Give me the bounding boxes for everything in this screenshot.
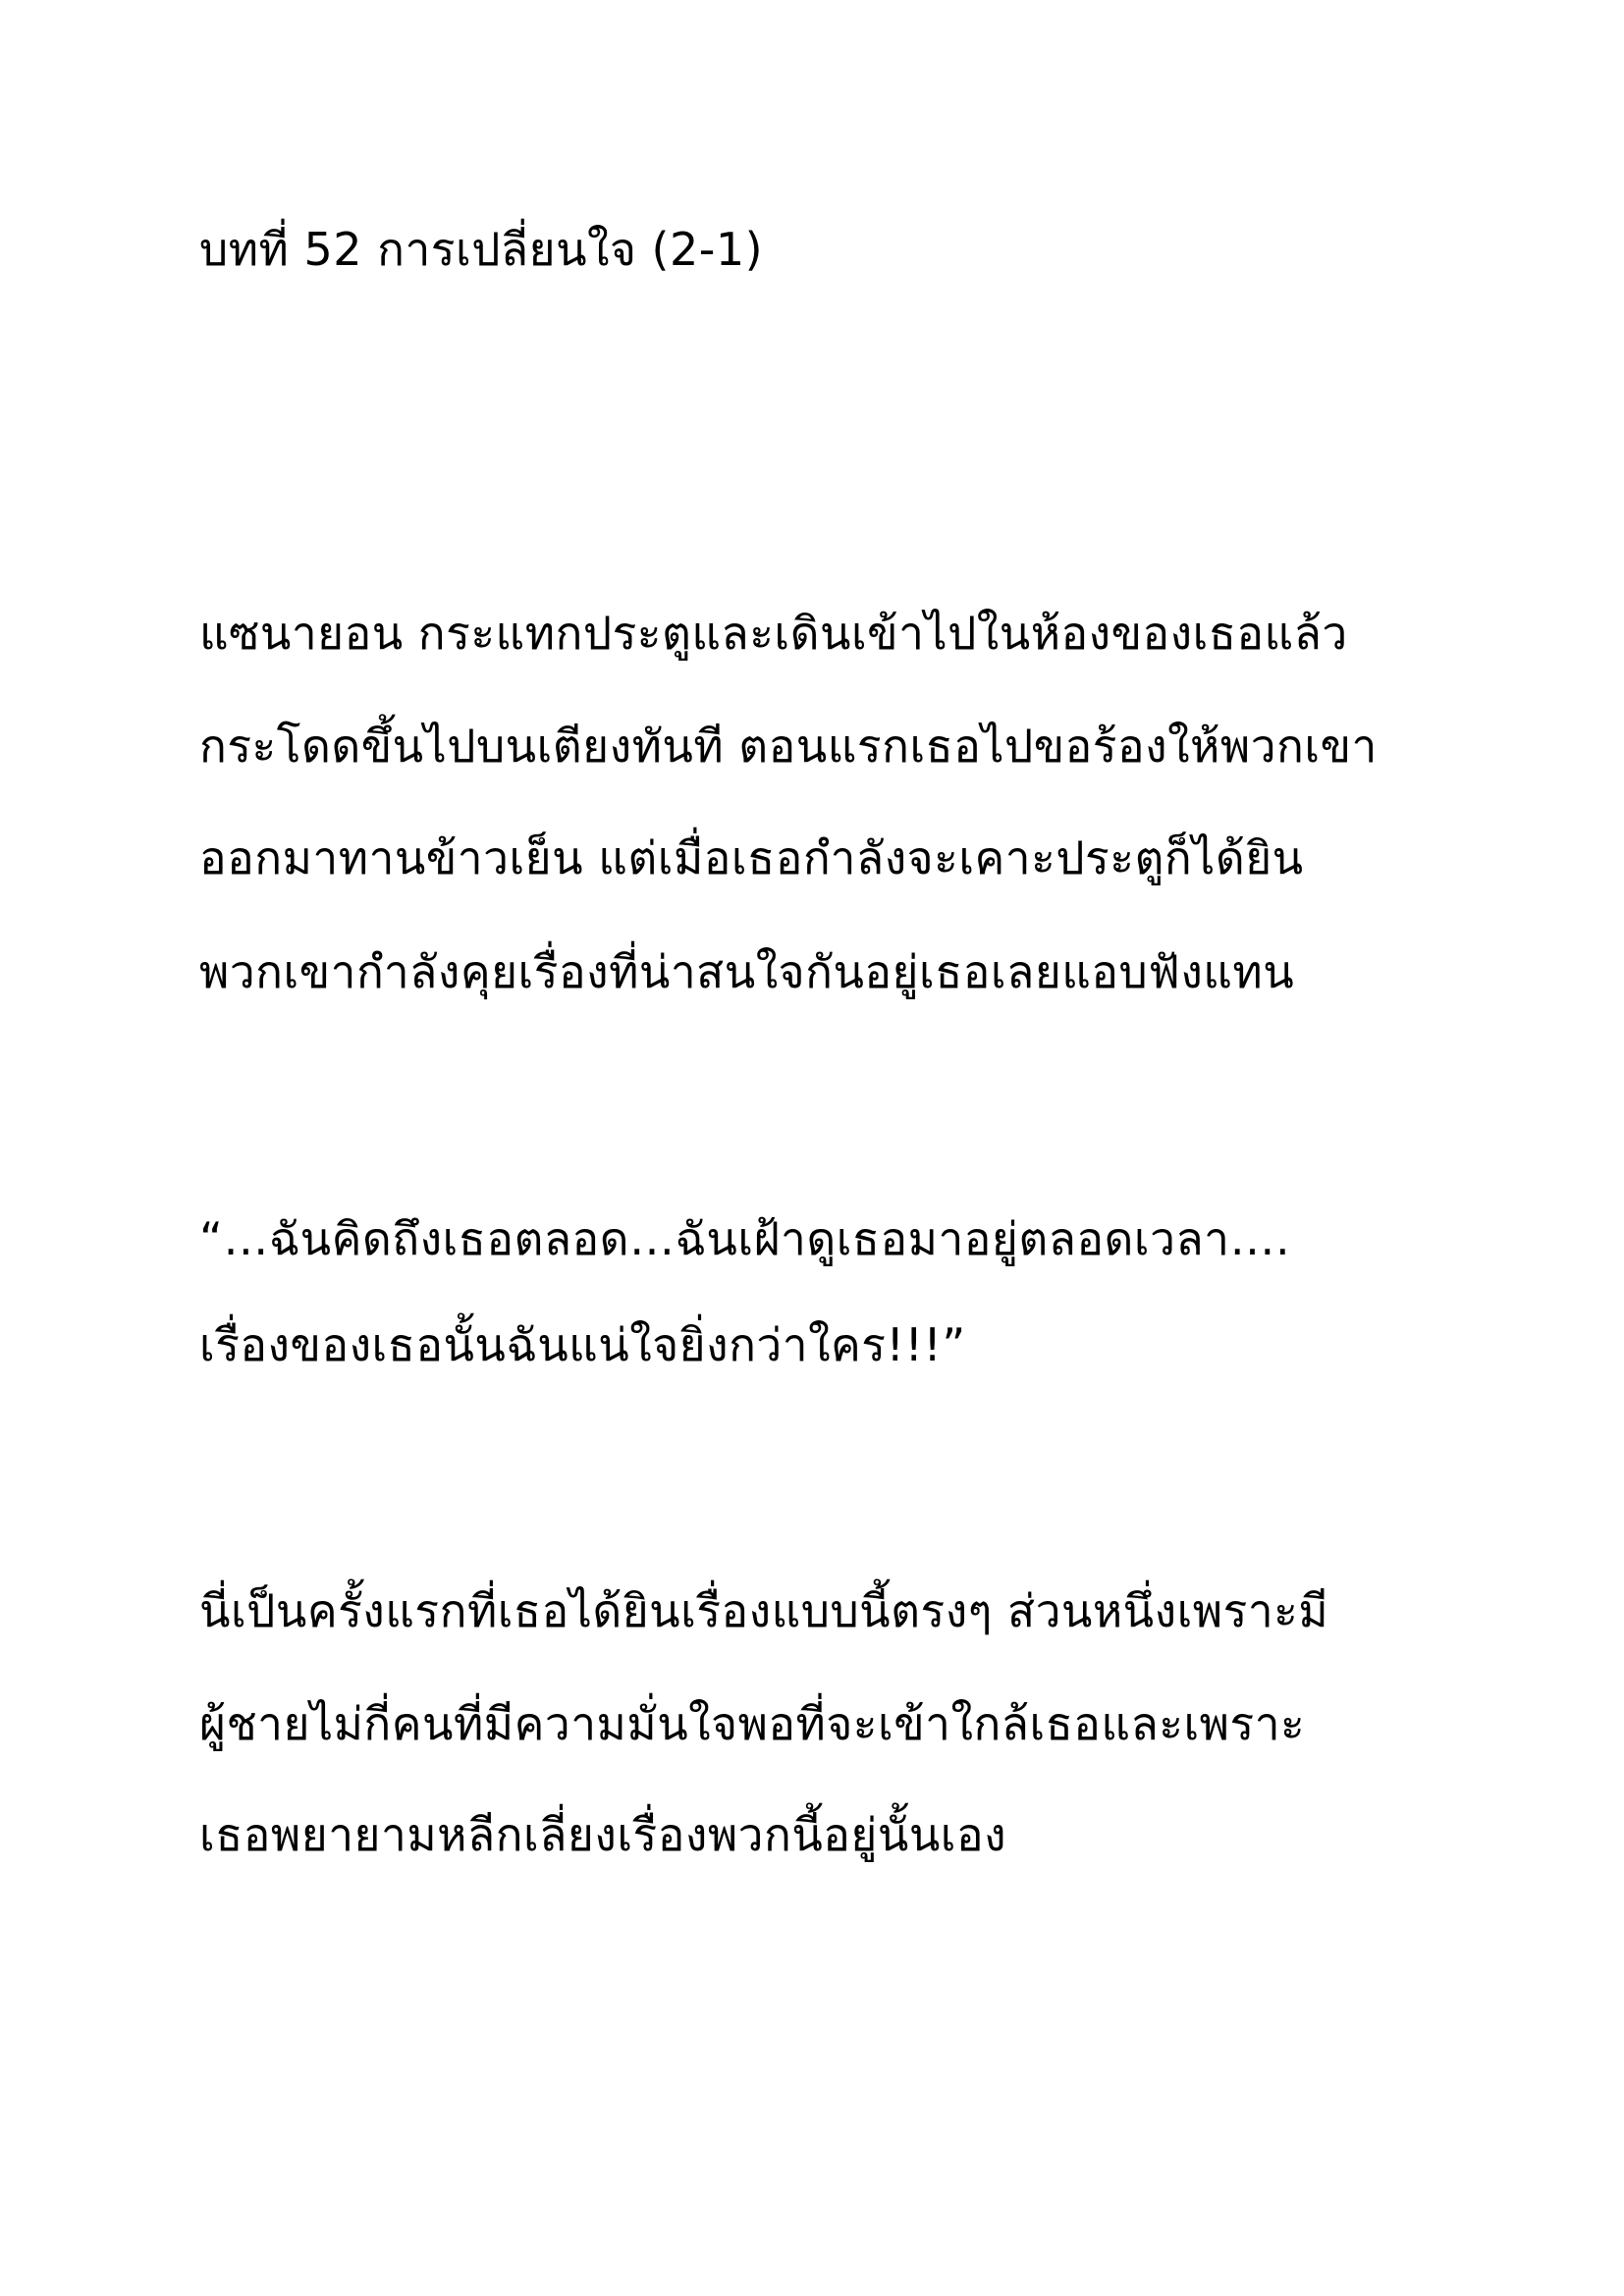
paragraph-line: พวกเขากำลังคุยเรื่องที่น่าสนใจกันอยู่เธอเลยแอบฟังแทน [199,945,1295,998]
paragraph-line: ออกมาทานข้าวเย็น แต่เมื่อเธอกำลังจะเคาะประตูก็ได้ยิน [199,831,1304,884]
paragraph-line: กระโดดขึ้นไปบนเตียงทันที ตอนแรกเธอไปขอร้องให้พวกเขา [199,720,1378,773]
quote-line: “…ฉันคิดถึงเธอตลอด…ฉันเฝ้าดูเธอมาอยู่ตลอดเวลา…. [199,1212,1291,1265]
paragraph-line: นี่เป็นครั้งแรกที่เธอได้ยินเรื่องแบบนี้ตรงๆ ส่วนหนึ่งเพราะมี [199,1584,1329,1637]
quote-line: เรื่องของเธอนั้นฉันแน่ใจยิ่งกว่าใคร!!!” [199,1318,966,1371]
paragraph-line: ผู้ชายไม่กี่คนที่มีความมั่นใจพอที่จะเข้าใกล้เธอและเพราะ [199,1697,1306,1750]
paragraph-line: เธอพยายามหลีกเลี่ยงเรื่องพวกนี้อยู่นั้นเอง [199,1808,1007,1861]
paragraph-line: แซนายอน กระแทกประตูและเดินเข้าไปในห้องของเธอแล้ว [199,607,1348,660]
chapter-title: บทที่ 52 การเปลี่ยนใจ (2-1) [199,223,764,276]
